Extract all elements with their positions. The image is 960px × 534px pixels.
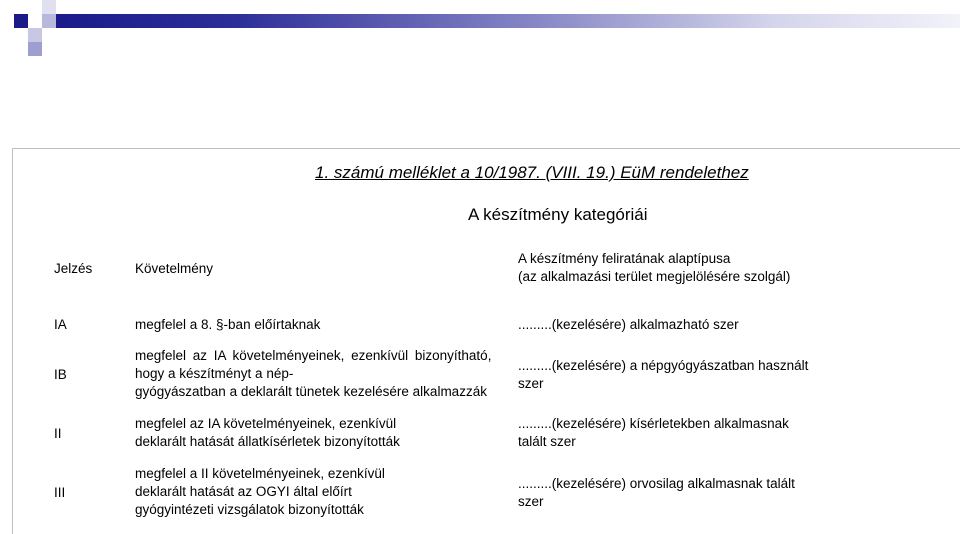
decorative-gradient-bar xyxy=(56,14,960,28)
row-ib-jelzes: IB xyxy=(54,367,67,382)
row-ii-felirat-line1: .........(kezelésére) kísérletekben alkalmasnak xyxy=(518,416,789,431)
row-iii-jelzes: III xyxy=(54,485,66,500)
document-image xyxy=(12,148,960,534)
row-iii-felirat-line2: szer xyxy=(518,494,544,509)
row-ii-kovetelmeny-line1: megfelel az IA követelményeinek, ezenkívül xyxy=(135,416,397,431)
row-ii-kovetelmeny-line2: deklarált hatását állatkísérletek bizonyították xyxy=(135,434,400,449)
row-ib-kovetelmeny-line3: gyógyászatban a deklarált tünetek kezelésére alkalmazzák xyxy=(135,384,487,399)
row-ii-felirat-line2: talált szer xyxy=(518,434,576,449)
row-iii-kovetelmeny-line3: gyógyintézeti vizsgálatok bizonyították xyxy=(135,502,364,517)
row-ib-felirat-line1: .........(kezelésére) a népgyógyászatban használt xyxy=(518,358,809,373)
decorative-square xyxy=(14,14,28,28)
row-iii-felirat-line1: .........(kezelésére) orvosilag alkalmasnak talált xyxy=(518,476,795,491)
slide-header-banner xyxy=(0,0,960,60)
row-ib-felirat-line2: szer xyxy=(518,376,544,391)
row-iii-kovetelmeny-line1: megfelel a II követelményeinek, ezenkívül xyxy=(135,466,385,481)
row-ia-jelzes: IA xyxy=(54,317,67,332)
decorative-square xyxy=(28,42,42,56)
document-subtitle: A készítmény kategóriái xyxy=(468,205,648,224)
header-felirat-line1: A készítmény feliratának alaptípusa xyxy=(518,251,731,266)
row-ib-kovetelmeny-line1: megfelel az IA követelményeinek, ezenkívül bizonyítható, xyxy=(135,348,492,363)
row-ib-kovetelmeny-line2: hogy a készítményt a nép- xyxy=(135,366,294,381)
row-ia-felirat: .........(kezelésére) alkalmazható szer xyxy=(518,317,739,332)
document-title: 1. számú melléklet a 10/1987. (VIII. 19.) EüM rendelethez xyxy=(315,163,749,182)
row-iii-kovetelmeny-line2: deklarált hatását az OGYI által előírt xyxy=(135,484,352,499)
decorative-square xyxy=(42,14,56,28)
row-ii-jelzes: II xyxy=(54,426,62,441)
header-kovetelmeny: Követelmény xyxy=(135,261,214,276)
row-ia-kovetelmeny: megfelel a 8. §-ban előírtaknak xyxy=(135,317,321,332)
decorative-square xyxy=(28,28,42,42)
header-felirat-line2: (az alkalmazási terület megjelölésére szolgál) xyxy=(518,269,791,284)
decorative-square xyxy=(42,0,56,14)
header-jelzes: Jelzés xyxy=(54,261,93,276)
